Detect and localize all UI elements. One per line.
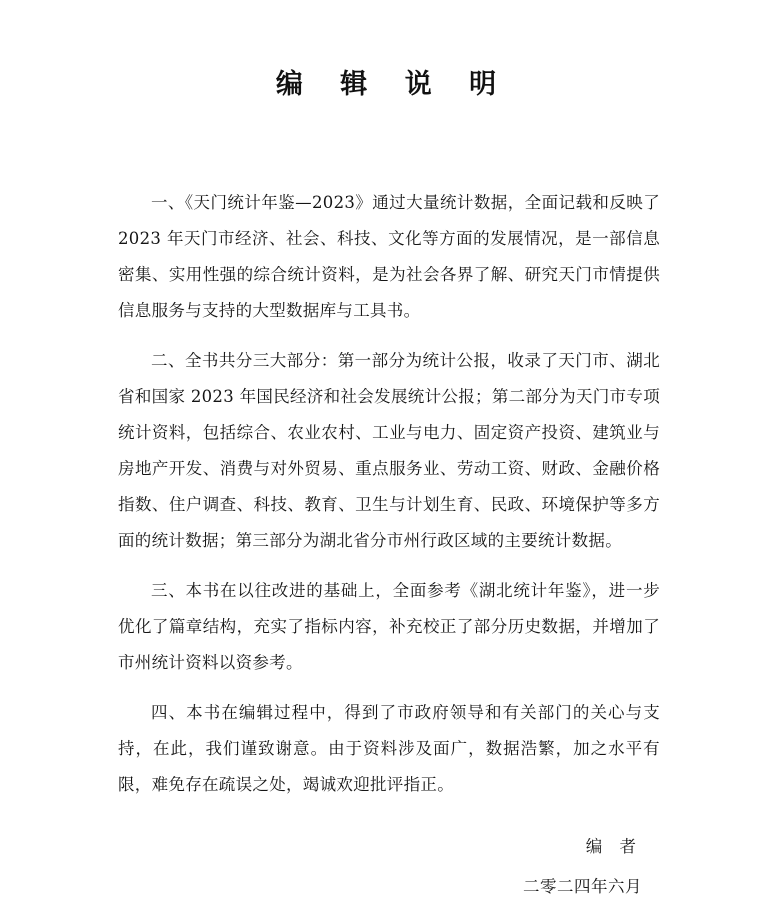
date-text: 二零二四年六月	[523, 877, 642, 896]
date-block	[0, 869, 772, 905]
signature-block	[0, 829, 772, 865]
document-body	[0, 185, 772, 803]
page-title: 编 辑 说 明	[275, 69, 511, 100]
document-page	[0, 62, 772, 894]
paragraph-1: 一、《天门统计年鉴—2023》通过大量统计数据，全面记载和反映了2023 年天门市经济、社会、科技、文化等方面的发展情况，是一部信息密集、实用性强的综合统计资料，是为社会各界了解、研究天门市情提供信息服务与支持的大型数据库与工具书。	[118, 193, 660, 320]
signature-text: 编 者	[585, 837, 642, 856]
paragraph-3: 三、本书在以往改进的基础上，全面参考《湖北统计年鉴》，进一步优化了篇章结构，充实了指标内容，补充校正了部分历史数据，并增加了市州统计资料以资参考。	[118, 581, 660, 672]
paragraph-4: 四、本书在编辑过程中，得到了市政府领导和有关部门的关心与支持，在此，我们谨致谢意。由于资料涉及面广，数据浩繁，加之水平有限，难免存在疏误之处，竭诚欢迎批评指正。	[118, 703, 660, 794]
paragraph-2: 二、全书共分三大部分：第一部分为统计公报，收录了天门市、湖北省和国家 2023 年国民经济和社会发展统计公报；第二部分为天门市专项统计资料，包括综合、农业农村、工业与电力、固定资产投资、建筑业与房地产开发、消费与对外贸易、重点服务业、劳动工资、财政、金融价格指数、住户调查、科技、教育、卫生与计划生育、民政、环境保护等多方面的统计数据；第三部分为湖北省分市州行政区域的主要统计数据。	[118, 351, 660, 550]
